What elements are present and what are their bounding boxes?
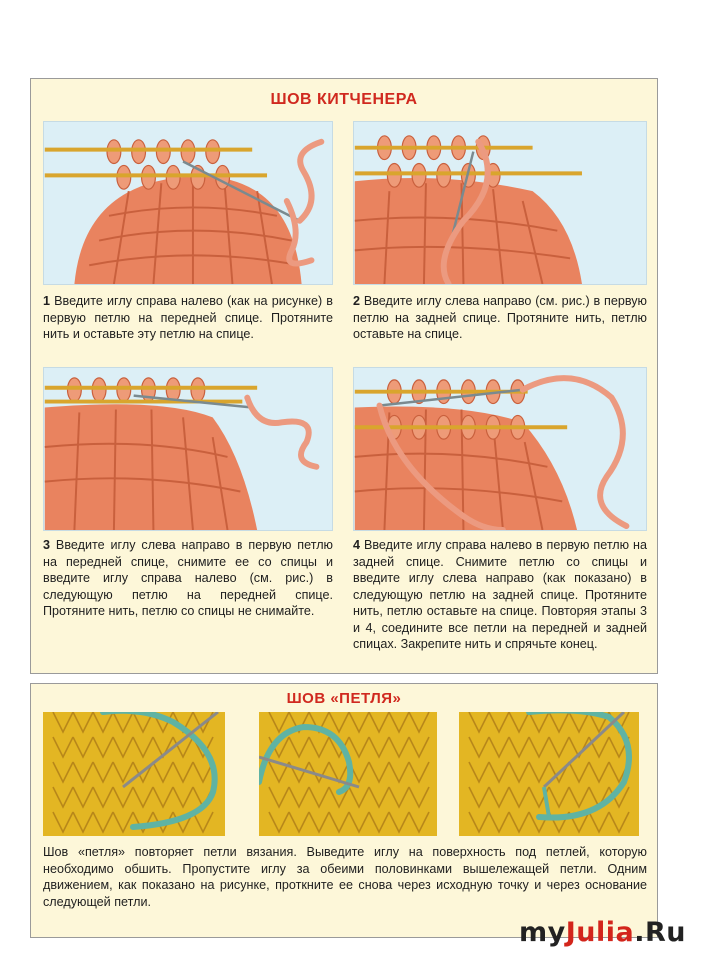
kitchener-step-1 (43, 293, 333, 343)
loop-stitch-description: Шов «петля» повторяет петли вязания. Выведите иглу на поверхность под петлей, которую необходимо обшить. Пропустите иглу за обеими половинками вышележащей петли. Одним движением, как показано на рисунке, проткните ее снова через исходную точку и через основание следующей петли. (43, 845, 647, 909)
step-number: 2 (353, 294, 364, 308)
kitchener-step-3-illustration (43, 367, 333, 531)
kitchener-step-1-illustration (43, 121, 333, 285)
loop-stitch-title: ШОВ «ПЕТЛЯ» (286, 690, 402, 707)
loop-stitch-illustration-2 (259, 712, 437, 836)
watermark-prefix: my (518, 917, 566, 948)
kitchener-step-4 (353, 537, 647, 653)
knitting-illustration (459, 712, 639, 836)
loop-stitch-illustration-1 (43, 712, 225, 836)
kitchener-step-2 (353, 293, 647, 343)
kitchener-step-3 (43, 537, 333, 620)
kitchener-step-2-illustration (353, 121, 647, 285)
step-number: 4 (353, 538, 364, 552)
knitting-illustration (354, 122, 646, 284)
step-number: 1 (43, 294, 55, 308)
kitchener-stitch-panel (30, 78, 658, 674)
kitchener-title: ШОВ КИТЧЕНЕРА (270, 91, 418, 108)
step-text: Введите иглу слева направо в первую петлю на передней спице, снимите ее со спицы и введите иглу справа налево (см. рис.) в следующую петлю на передней спице. Протяните нить, петлю со спицы не снимайте. (43, 538, 333, 618)
knitting-illustration (44, 368, 332, 530)
site-watermark (519, 917, 686, 948)
knitting-illustration (44, 122, 332, 284)
kitchener-step-4-illustration (353, 367, 647, 531)
watermark-highlight: Julia (565, 917, 635, 948)
watermark-suffix: .Ru (634, 917, 686, 948)
knitting-illustration (43, 712, 225, 836)
loop-stitch-illustration-3 (459, 712, 639, 836)
step-number: 3 (43, 538, 56, 552)
loop-stitch-panel (30, 683, 658, 938)
knitting-illustration (259, 712, 437, 836)
knitting-illustration (354, 368, 646, 530)
step-text: Введите иглу справа налево (как на рисунке) в первую петлю на передней спице. Протяните нить и оставьте эту петлю на спице. (43, 294, 333, 341)
step-text: Введите иглу слева направо (см. рис.) в первую петлю на задней спице. Протяните нить, петлю оставьте на спице. (353, 294, 647, 341)
step-text: Введите иглу справа налево в первую петлю на задней спице. Снимите петлю со спицы и введите иглу слева направо (как показано) в следующую петлю на задней спице. Протяните нить, петлю оставьте на спице. Повторяя этапы 3 и 4, соедините все петли на передней и задней спицах. Закрепите нить и спрячьте конец. (353, 538, 647, 651)
